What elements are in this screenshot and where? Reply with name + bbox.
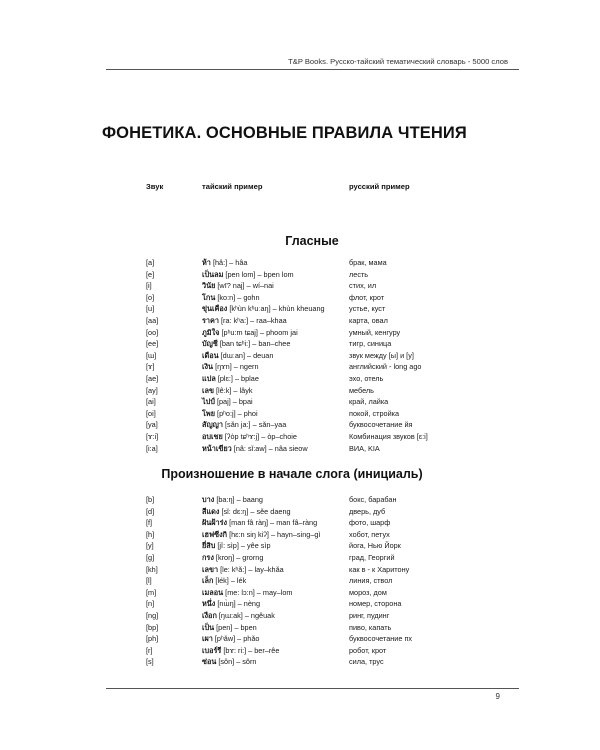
transcription: [ŋɯ:ak] – ngêuak (216, 610, 275, 620)
sound-symbol: [o] (146, 292, 155, 302)
transcription: [hâ:] – hâa (210, 258, 248, 267)
sound-symbol: [s] (146, 657, 154, 667)
thai-word: เผา (202, 634, 213, 644)
table-row (0, 540, 600, 552)
transcription: [ban tɕʰi:] – ban–chee (217, 339, 291, 349)
transcription: [le: kʰǎ:] – lay–khǎa (218, 564, 284, 574)
table-row (0, 622, 600, 634)
transcription: [pʰo:j] – phoi (215, 408, 258, 418)
thai-example (202, 327, 298, 339)
russian-example: звук между [ы] и [у] (349, 350, 414, 360)
table-row (0, 419, 600, 431)
thai-example (202, 564, 284, 576)
thai-word: โกน (202, 292, 216, 302)
thai-example (202, 431, 297, 443)
column-header-sound: Звук (146, 182, 164, 191)
table-row (0, 564, 600, 576)
sound-symbol: [ay] (146, 385, 158, 395)
thai-example (202, 419, 286, 431)
transcription: [sôn] – sôrn (216, 657, 257, 667)
transcription: [ko:n] – gohn (215, 292, 260, 302)
russian-example: карта, овал (349, 315, 388, 325)
transcription: [paj] – bpai (214, 397, 253, 407)
table-row (0, 385, 600, 397)
thai-word: เลข (202, 385, 214, 395)
russian-example: йога, Нью Йорк (349, 541, 401, 551)
table-row (0, 431, 600, 443)
thai-example (202, 269, 294, 281)
table-row (0, 552, 600, 564)
column-header-russian: русский пример (349, 182, 410, 191)
sound-symbol: [ph] (146, 634, 159, 644)
thai-example (202, 408, 258, 420)
thai-example (202, 443, 308, 455)
transcription: [pʰǎw] – phǎo (212, 634, 260, 644)
sound-symbol: [n] (146, 599, 155, 609)
thai-example (202, 529, 320, 541)
sound-symbol: [bp] (146, 622, 159, 632)
thai-word: สีแดง (202, 506, 220, 516)
thai-example (202, 350, 273, 362)
sound-symbol: [g] (146, 552, 155, 562)
thai-example (202, 338, 290, 350)
russian-example: град, Георгий (349, 552, 395, 562)
thai-example (202, 598, 260, 610)
thai-word: ราคา (202, 315, 219, 325)
sound-symbol: [ai] (146, 397, 156, 407)
russian-example: мороз, дом (349, 587, 387, 597)
sound-symbol: [ɤ:i] (146, 431, 159, 441)
header-rule (106, 69, 519, 70)
russian-example: дверь, дуб (349, 506, 386, 516)
transcription: [jî: sìp] – yêe sìp (215, 541, 271, 551)
thai-word: แปล (202, 373, 216, 383)
thai-example (202, 494, 263, 506)
russian-example: фото, шарф (349, 518, 391, 528)
thai-example (202, 587, 293, 599)
thai-word: เงิน (202, 362, 214, 372)
thai-word: อบเชย (202, 431, 223, 441)
russian-example: устье, куст (349, 304, 386, 314)
sound-symbol: [b] (146, 495, 155, 504)
russian-example: флот, крот (349, 292, 385, 302)
thai-word: บัญชี (202, 339, 218, 349)
sound-symbol: [i:a] (146, 443, 158, 453)
sound-symbol: [ya] (146, 420, 158, 430)
sound-symbol: [oo] (146, 327, 159, 337)
thai-word: ฝันฝ้าร่ง (202, 518, 228, 528)
transcription: [sǐ: dɛ:ŋ] – sěe daeng (219, 506, 291, 516)
running-head: T&P Books. Русско-тайский тематический словарь - 5000 слов (288, 57, 508, 66)
russian-example: брак, мама (349, 258, 387, 267)
thai-word: เมลอน (202, 587, 224, 597)
transcription: [dɯːan] – deuan (218, 350, 274, 360)
thai-example (202, 257, 247, 269)
sound-symbol: [oi] (146, 408, 156, 418)
sound-symbol: [kh] (146, 564, 158, 574)
table-row (0, 350, 600, 362)
table-row (0, 269, 600, 281)
sound-symbol: [a] (146, 258, 155, 267)
vowels-table (0, 257, 600, 454)
table-row (0, 280, 600, 292)
thai-word: บาง (202, 495, 215, 504)
russian-example: мебель (349, 385, 374, 395)
thai-word: เฮฟซีงกิ (202, 529, 228, 539)
russian-example: умный, кенгуру (349, 327, 401, 337)
sound-symbol: [m] (146, 587, 157, 597)
transcription: [lê:k] – lâyk (213, 385, 253, 395)
thai-word: หน้าเขียว (202, 443, 232, 453)
transcription: [ra: kʰa:] – raa–khaa (219, 315, 287, 325)
thai-word: เป็นลม (202, 269, 224, 279)
table-row (0, 645, 600, 657)
thai-example (202, 385, 253, 397)
sound-symbol: [r] (146, 645, 153, 655)
russian-example: ринг, пудинг (349, 610, 390, 620)
sound-symbol: [f] (146, 518, 153, 528)
sound-symbol: [i] (146, 281, 152, 291)
russian-example: эхо, отель (349, 373, 384, 383)
page-number: 9 (495, 692, 500, 701)
thai-word: เงือก (202, 610, 217, 620)
table-row (0, 396, 600, 408)
sound-symbol: [ɯ] (146, 350, 157, 360)
transcription: [nâ: sǐ:aw] – nâa sieow (231, 443, 308, 453)
sound-symbol: [u] (146, 304, 155, 314)
thai-example (202, 610, 275, 622)
table-row (0, 587, 600, 599)
thai-example (202, 575, 246, 587)
sound-symbol: [e] (146, 269, 155, 279)
russian-example: буквосочетание пх (349, 634, 413, 644)
transcription: [pʰu:m tɕaj] – phoom jai (219, 327, 298, 337)
page-title: ФОНЕТИКА. ОСНОВНЫЕ ПРАВИЛА ЧТЕНИЯ (102, 124, 467, 142)
transcription: [plɛ:] – bplae (215, 373, 259, 383)
table-row (0, 408, 600, 420)
russian-example: Комбинация звуков [ɛ:i] (349, 431, 428, 441)
russian-example: ВИА, KIA (349, 443, 380, 453)
transcription: [pen lom] – bpen lom (223, 269, 294, 279)
thai-word: ภูมิใจ (202, 327, 220, 337)
russian-example: лесть (349, 269, 369, 279)
thai-example (202, 280, 274, 292)
thai-example (202, 396, 253, 408)
russian-example: номер, сторона (349, 599, 402, 609)
thai-word: โพย (202, 408, 216, 418)
thai-word: เบอร์รี (202, 645, 222, 655)
russian-example: как в - к Харитону (349, 564, 410, 574)
thai-example (202, 633, 260, 645)
section-heading-initials: Произношение в начале слога (инициаль) (161, 467, 423, 481)
russian-example: стих, ил (349, 281, 377, 291)
column-header-thai: тайский пример (202, 182, 263, 191)
sound-symbol: [ɤ] (146, 362, 155, 372)
thai-example (202, 292, 260, 304)
transcription: [lék] – lék (213, 576, 247, 586)
table-row (0, 517, 600, 529)
table-row (0, 656, 600, 668)
russian-example: тигр, синица (349, 339, 392, 349)
transcription: [kʰùn kʰuːaŋ] – khùn kheuang (227, 304, 325, 314)
thai-example (202, 656, 256, 668)
sound-symbol: [ee] (146, 339, 159, 349)
russian-example: линия, ствол (349, 576, 393, 586)
table-row (0, 443, 600, 455)
initials-table (0, 494, 600, 668)
transcription: [ba:ŋ] – baang (214, 495, 263, 504)
thai-example (202, 303, 325, 315)
thai-word: วินัย (202, 281, 216, 291)
table-row (0, 610, 600, 622)
transcription: [pen] – bpen (214, 622, 257, 632)
thai-word: เล็ก (202, 576, 214, 586)
thai-example (202, 373, 259, 385)
thai-example (202, 361, 259, 373)
table-row (0, 494, 600, 506)
footer-rule (106, 688, 519, 689)
transcription: [hɛ:n siŋ kiʔ] – hayn–sing–gì (227, 529, 321, 539)
thai-word: ยี่สิบ (202, 541, 216, 551)
table-row (0, 292, 600, 304)
table-row (0, 373, 600, 385)
thai-example (202, 552, 263, 564)
russian-example: пиво, капать (349, 622, 392, 632)
transcription: [ŋɤn] – ngern (213, 362, 259, 372)
transcription: [wī? naj] – wí–nai (215, 281, 274, 291)
thai-word: ห้า (202, 258, 211, 267)
thai-example (202, 517, 317, 529)
thai-word: กรง (202, 552, 214, 562)
thai-word: เป็น (202, 622, 215, 632)
russian-example: покой, стройка (349, 408, 400, 418)
section-heading-vowels: Гласные (285, 234, 339, 248)
table-row (0, 361, 600, 373)
table-row (0, 506, 600, 518)
transcription: [kroŋ] – grorng (213, 552, 264, 562)
table-row (0, 257, 600, 269)
transcription: [bɤ: ri:] – ber–rêe (221, 645, 280, 655)
table-row (0, 303, 600, 315)
sound-symbol: [ng] (146, 610, 159, 620)
sound-symbol: [d] (146, 506, 155, 516)
russian-example: хобот, петух (349, 529, 390, 539)
russian-example: бокс, барабан (349, 495, 397, 504)
thai-word: ซ่อน (202, 657, 217, 667)
transcription: [sǎn ja:] – sǎn–yaa (223, 420, 287, 430)
table-row (0, 327, 600, 339)
sound-symbol: [y] (146, 541, 154, 551)
transcription: [man fâ ràŋ] – man fâ–ràng (227, 518, 318, 528)
table-row (0, 529, 600, 541)
thai-example (202, 506, 291, 518)
table-row (0, 598, 600, 610)
table-row (0, 633, 600, 645)
sound-symbol: [aa] (146, 315, 159, 325)
table-row (0, 338, 600, 350)
table-row (0, 315, 600, 327)
thai-example (202, 315, 287, 327)
russian-example: буквосочетание йя (349, 420, 413, 430)
sound-symbol: [l] (146, 576, 152, 586)
russian-example: сила, трус (349, 657, 384, 667)
thai-word: ขุ่นเคือง (202, 304, 228, 314)
table-row (0, 575, 600, 587)
thai-word: สัญญา (202, 420, 223, 430)
thai-example (202, 645, 279, 657)
thai-word: หนึ่ง (202, 599, 216, 609)
transcription: [ʔòp tɕʰɤ:j] – òp–choie (222, 431, 297, 441)
thai-example (202, 622, 257, 634)
thai-word: เดือน (202, 350, 219, 360)
thai-example (202, 540, 271, 552)
russian-example: английский - long ago (349, 362, 422, 372)
sound-symbol: [h] (146, 529, 155, 539)
transcription: [nɯ̀ŋ] – nèng (215, 599, 260, 609)
sound-symbol: [ae] (146, 373, 159, 383)
thai-word: ไปป์ (202, 397, 215, 407)
transcription: [me: lɔ:n] – may–lom (223, 587, 293, 597)
russian-example: край, лайка (349, 397, 389, 407)
russian-example: робот, крот (349, 645, 387, 655)
thai-word: เลขา (202, 564, 219, 574)
